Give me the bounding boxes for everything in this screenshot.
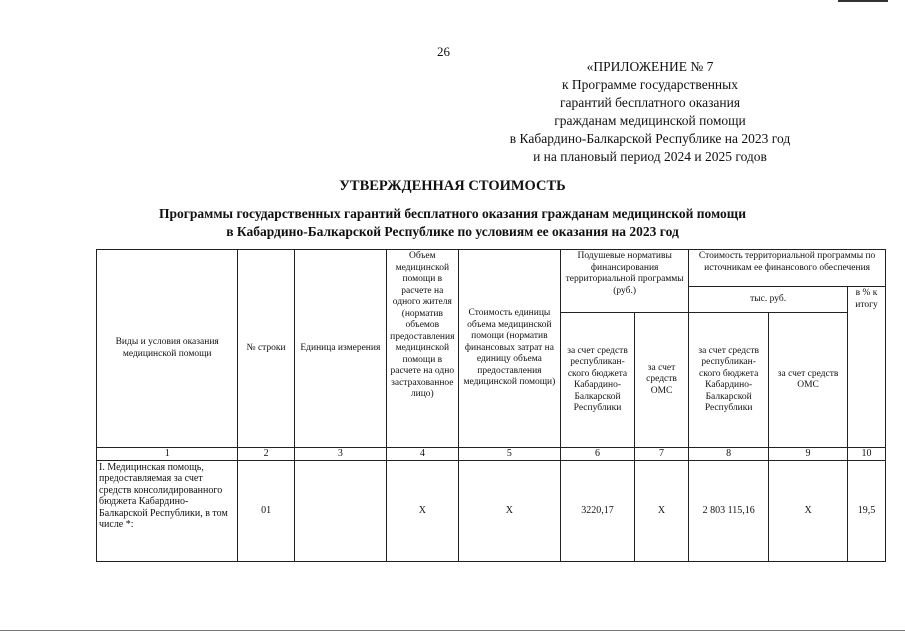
header-row-number: № строки xyxy=(238,250,294,448)
bottom-divider xyxy=(0,630,905,631)
header-per-capita-budget: за счет средств республикан-ского бюджета Кабардино-Балкарской Республики xyxy=(561,313,635,448)
column-number: 3 xyxy=(294,448,386,461)
column-number: 7 xyxy=(634,448,688,461)
header-unit-cost: Стоимость единицы объема медицинской помощи (норматив финансовых затрат на единицу объема предоставления медицинской помощи) xyxy=(458,250,560,448)
column-number: 8 xyxy=(689,448,769,461)
row-unit-cost: X xyxy=(458,460,560,561)
document-title: УТВЕРЖДЕННАЯ СТОИМОСТЬ xyxy=(339,178,566,194)
column-number: 4 xyxy=(386,448,458,461)
header-cost-budget: за счет средств республикан-ского бюджета Кабардино-Балкарской Республики xyxy=(689,313,769,448)
page-number: 26 xyxy=(437,44,450,59)
column-number: 10 xyxy=(848,448,886,461)
column-numbers-row xyxy=(97,448,886,461)
subtitle-line-2: в Кабардино-Балкарской Республике по условиям ее оказания на 2023 год xyxy=(226,224,679,239)
appendix-line-3: гарантий бесплатного оказания xyxy=(559,95,741,110)
row-per-capita-budget: 3220,17 xyxy=(561,460,635,561)
column-number: 1 xyxy=(97,448,238,461)
row-volume: X xyxy=(386,460,458,561)
header-cost-sources: Стоимость территориальной программы по источникам ее финансового обеспечения xyxy=(689,250,886,287)
row-per-capita-oms: X xyxy=(634,460,688,561)
header-volume: Объем медицинской помощи в расчете на одного жителя (норматив объемов предоставления медицинской помощи в расчете на одно застрахованное лицо) xyxy=(386,250,458,448)
column-number: 6 xyxy=(561,448,635,461)
column-number: 9 xyxy=(769,448,848,461)
row-name: I. Медицинская помощь, предоставляемая за счет средств консолидированного бюджета Кабардино-Балкарской Республики, в том числе *: xyxy=(97,460,238,561)
appendix-line-4: гражданам медицинской помощи xyxy=(554,113,746,128)
column-number: 5 xyxy=(458,448,560,461)
document-subtitle xyxy=(30,205,875,241)
appendix-line-2: к Программе государственных xyxy=(562,77,738,92)
header-per-capita-oms: за счет средств ОМС xyxy=(634,313,688,448)
table-row xyxy=(97,460,886,561)
row-cost-budget: 2 803 115,16 xyxy=(689,460,769,561)
row-unit xyxy=(294,460,386,561)
appendix-line-1: «ПРИЛОЖЕНИЕ № 7 xyxy=(586,59,714,74)
header-kinds: Виды и условия оказания медицинской помощи xyxy=(97,250,238,448)
row-percent: 19,5 xyxy=(848,460,886,561)
top-edge-line xyxy=(838,0,888,2)
appendix-line-5: в Кабардино-Балкарской Республике на 2023 год xyxy=(509,131,791,146)
header-percent-total: в % к итогу xyxy=(848,287,886,448)
subtitle-line-1: Программы государственных гарантий бесплатного оказания гражданам медицинской помощи xyxy=(159,206,746,221)
header-unit: Единица измерения xyxy=(294,250,386,448)
appendix-heading xyxy=(440,58,860,166)
header-thousand-rub: тыс. руб. xyxy=(689,287,848,313)
header-per-capita: Подушевые нормативы финансирования территориальной программы (руб.) xyxy=(561,250,689,313)
cost-table xyxy=(96,249,886,562)
appendix-line-6: и на плановый период 2024 и 2025 годов xyxy=(533,149,767,164)
header-cost-oms: за счет средств ОМС xyxy=(769,313,848,448)
column-number: 2 xyxy=(238,448,294,461)
row-number: 01 xyxy=(238,460,294,561)
row-cost-oms: X xyxy=(769,460,848,561)
